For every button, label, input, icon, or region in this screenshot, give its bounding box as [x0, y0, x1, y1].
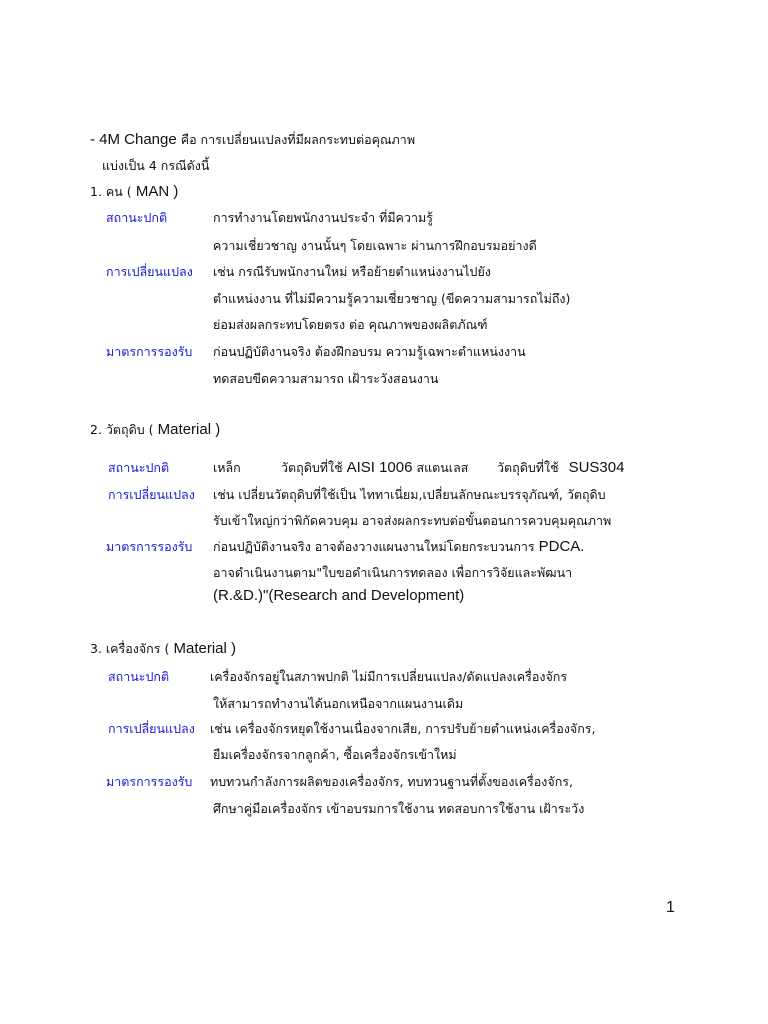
section-1-normal-line: ความเชี่ยวชาญ งานนั้นๆ โดยเฉพาะ ผ่านการฝึกอบรมอย่างดี — [213, 238, 537, 253]
section-1-change-label: การเปลี่ยนแปลง — [106, 264, 193, 279]
section-2-measure-line-pdca: PDCA. — [538, 538, 585, 555]
section-3-heading-th: 3. เครื่องจักร ( — [90, 641, 170, 656]
section-3-change-line: เช่น เครื่องจักรหยุดใช้งานเนื่องจากเสีย, การปรับย้ายตำแหน่งเครื่องจักร, — [210, 721, 596, 736]
section-1-normal-line: การทำงานโดยพนักงานประจำ ที่มีความรู้ — [213, 210, 433, 225]
section-2-change-line: รับเข้าใหญ่กว่าพิกัดควบคุม อาจส่งผลกระทบต่อขั้นตอนการควบคุมคุณภาพ — [213, 513, 612, 528]
section-2-material-code-2: SUS304 — [568, 459, 625, 476]
section-2-material-label: วัตถุดิบที่ใช้ — [281, 460, 343, 475]
section-3-change-line: ยืมเครื่องจักรจากลูกค้า, ซื้อเครื่องจักรเข้าใหม่ — [213, 747, 457, 762]
section-1-normal-label: สถานะปกติ — [106, 210, 168, 225]
section-2-measure-line — [213, 539, 584, 555]
section-2-heading — [90, 422, 220, 438]
section-2-heading-th: 2. วัตถุดิบ ( — [90, 422, 154, 437]
section-1-measure-line: ทดสอบขีดความสามารถ เฝ้าระวังสอนงาน — [213, 371, 439, 386]
intro-title — [90, 132, 415, 148]
section-2-normal-steel: เหล็ก — [213, 460, 241, 475]
section-1-heading — [90, 184, 178, 200]
section-2-heading-en: Material ) — [153, 421, 221, 438]
section-1-heading-th: 1. คน ( — [90, 184, 132, 199]
section-2-measure-line: อาจดำเนินงานตาม"ใบขอดำเนินการทดลอง เพื่อการวิจัยและพัฒนา — [213, 565, 573, 580]
section-3-change-label: การเปลี่ยนแปลง — [108, 721, 195, 736]
section-2-material-type: สแตนเลส — [416, 460, 469, 475]
section-1-measure-label: มาตรการรองรับ — [106, 344, 193, 359]
section-2-measure-label: มาตรการรองรับ — [106, 539, 193, 554]
section-2-measure-line: (R.&D.)"(Research and Development) — [213, 587, 465, 604]
section-3-normal-line: ให้สามารถทำงานได้นอกเหนือจากแผนงานเดิม — [213, 696, 464, 711]
intro-title-rest: คือ การเปลี่ยนแปลงที่มีผลกระทบต่อคุณภาพ — [180, 132, 416, 147]
section-3-measure-line: ศึกษาคู่มือเครื่องจักร เข้าอบรมการใช้งาน ทดสอบการใช้งาน เฝ้าระวัง — [213, 801, 585, 816]
section-2-change-line: เช่น เปลี่ยนวัตถุดิบที่ใช้เป็น ไททาเนี่ยม,เปลี่ยนลักษณะบรรจุภัณฑ์, วัตถุดิบ — [213, 487, 606, 502]
section-1-change-line: ตำแหน่งงาน ที่ไม่มีความรู้ความเชี่ยวชาญ (ขีดความสามารถไม่ถึง) — [213, 291, 571, 306]
section-2-normal-material-2 — [497, 460, 624, 476]
section-2-change-label: การเปลี่ยนแปลง — [108, 487, 195, 502]
page-number: 1 — [666, 899, 675, 916]
section-2-material-label-2: วัตถุดิบที่ใช้ — [497, 460, 559, 475]
section-2-measure-line-text: ก่อนปฏิบัติงานจริง อาจต้องวางแผนงานใหม่โดยกระบวนการ — [213, 539, 535, 554]
section-2-normal-label: สถานะปกติ — [108, 460, 170, 475]
section-3-heading — [90, 641, 236, 657]
section-3-normal-label: สถานะปกติ — [108, 669, 170, 684]
intro-title-prefix: - 4M Change — [90, 131, 177, 148]
section-2-material-code: AISI 1006 — [346, 459, 413, 476]
section-3-measure-line: ทบทวนกำลังการผลิตของเครื่องจักร, ทบทวนฐานที่ตั้งของเครื่องจักร, — [210, 774, 573, 789]
section-2-normal-material — [281, 460, 468, 476]
section-1-heading-en: MAN ) — [131, 183, 179, 200]
section-1-change-line: ย่อมส่งผลกระทบโดยตรง ต่อ คุณภาพของผลิตภัณฑ์ — [213, 317, 488, 332]
section-3-measure-label: มาตรการรองรับ — [106, 774, 193, 789]
intro-subtitle: แบ่งเป็น 4 กรณีดังนี้ — [102, 158, 210, 173]
section-1-measure-line: ก่อนปฏิบัติงานจริง ต้องฝึกอบรม ความรู้เฉพาะตำแหน่งงาน — [213, 344, 526, 359]
section-1-change-line: เช่น กรณีรับพนักงานใหม่ หรือย้ายตำแหน่งงานไปยัง — [213, 264, 491, 279]
section-3-heading-en: Material ) — [169, 640, 237, 657]
section-3-normal-line: เครื่องจักรอยู่ในสภาพปกติ ไม่มีการเปลี่ยนแปลง/ดัดแปลงเครื่องจักร — [210, 669, 568, 684]
